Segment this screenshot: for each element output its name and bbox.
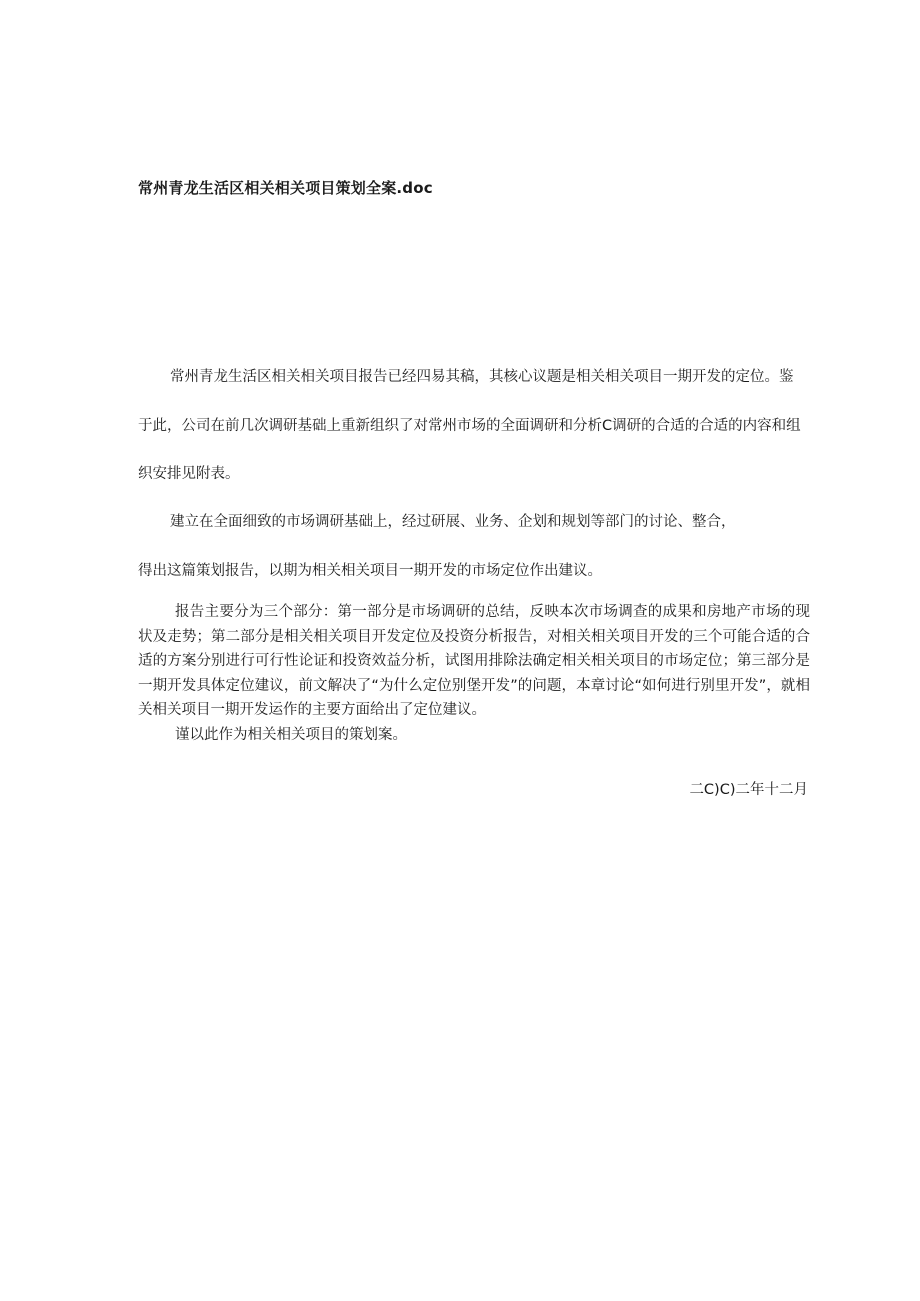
intro-line-1: 常州青龙生活区相关相关项目报告已经四易其稿，其核心议题是相关相关项目一期开发的定位。鉴 [170,369,794,385]
intro-line-3: 织安排见附表。 [138,466,240,482]
basis-line-1: 建立在全面细致的市场调研基础上，经过研展、业务、企划和规划等部门的讨论、整合， [170,514,736,530]
document-date: 二C)C)二年十二月 [689,782,808,798]
intro-line-2: 于此，公司在前几次调研基础上重新组织了对常州市场的全面调研和分析C调研的合适的合适的内容和组 [138,418,801,434]
closing-line: 谨以此作为相关相关项目的策划案。 [175,727,407,743]
structure-paragraph: 报告主要分为三个部分：第一部分是市场调研的总结，反映本次市场调查的成果和房地产市场的现状及走势；第二部分是相关相关项目开发定位及投资分析报告，对相关相关项目开发的三个可能合适的合适的方案分别进行可行性论证和投资效益分析，试图用排除法确定相关相关项目的市场定位；第三部分是一期开发具体定位建议，前文解决了“为什么定位别堡开发”的问题，本章讨论“如何进行别里开发”，就相关相关项目一期开发运作的主要方面给出了定位建议。 [138,604,810,718]
basis-line-2: 得出这篇策划报告，以期为相关相关项目一期开发的市场定位作出建议。 [138,563,602,579]
document-title: 常州青龙生活区相关相关项目策划全案.doc [138,179,433,197]
